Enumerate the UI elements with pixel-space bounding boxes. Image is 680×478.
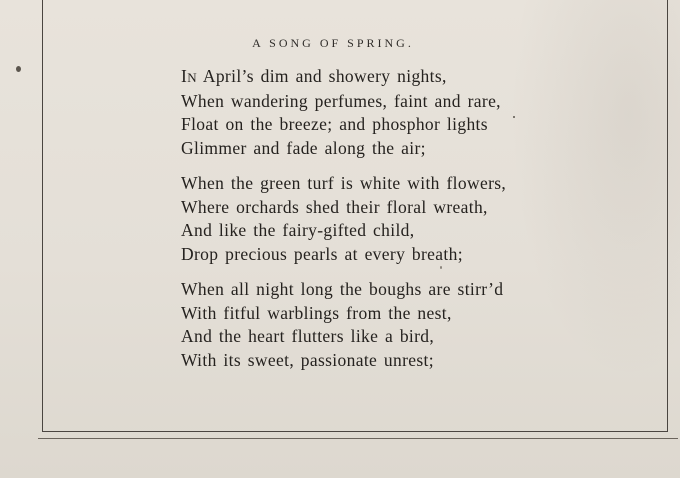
poem-line: When wandering perfumes, faint and rare, [181, 90, 501, 111]
poem-line: With fitful warblings from the nest, [181, 302, 452, 323]
poem-line: When the green turf is white with flowers, [181, 173, 507, 193]
poem-line: And the heart flutters like a bird, [181, 326, 435, 346]
stanza-2 [181, 172, 506, 266]
initial-letter: I [181, 66, 188, 86]
poem-line: Where orchards shed their floral wreath, [181, 196, 488, 217]
stanza-1 [181, 65, 506, 160]
poem-line [181, 65, 506, 90]
poem-line: With its sweet, passionate unrest; [181, 349, 434, 370]
poem-line: And like the fairy-gifted child, [181, 220, 415, 240]
ink-speck [16, 66, 21, 72]
poem-line: Glimmer and fade along the air; [181, 137, 426, 158]
initial-smallcaps: N [187, 70, 198, 85]
poem-line: Drop precious pearls at every breath; [181, 243, 463, 264]
poem-line: Float on the breeze; and phosphor lights [181, 114, 488, 134]
ink-speck [513, 116, 515, 118]
line-text: April’s dim and showery nights, [197, 66, 447, 86]
stanza-3 [181, 278, 506, 372]
ink-speck [440, 266, 442, 269]
poem-line: When all night long the boughs are stirr’d [181, 279, 504, 299]
poem-body [181, 65, 506, 384]
poem-title: A SONG OF SPRING. [252, 36, 414, 50]
